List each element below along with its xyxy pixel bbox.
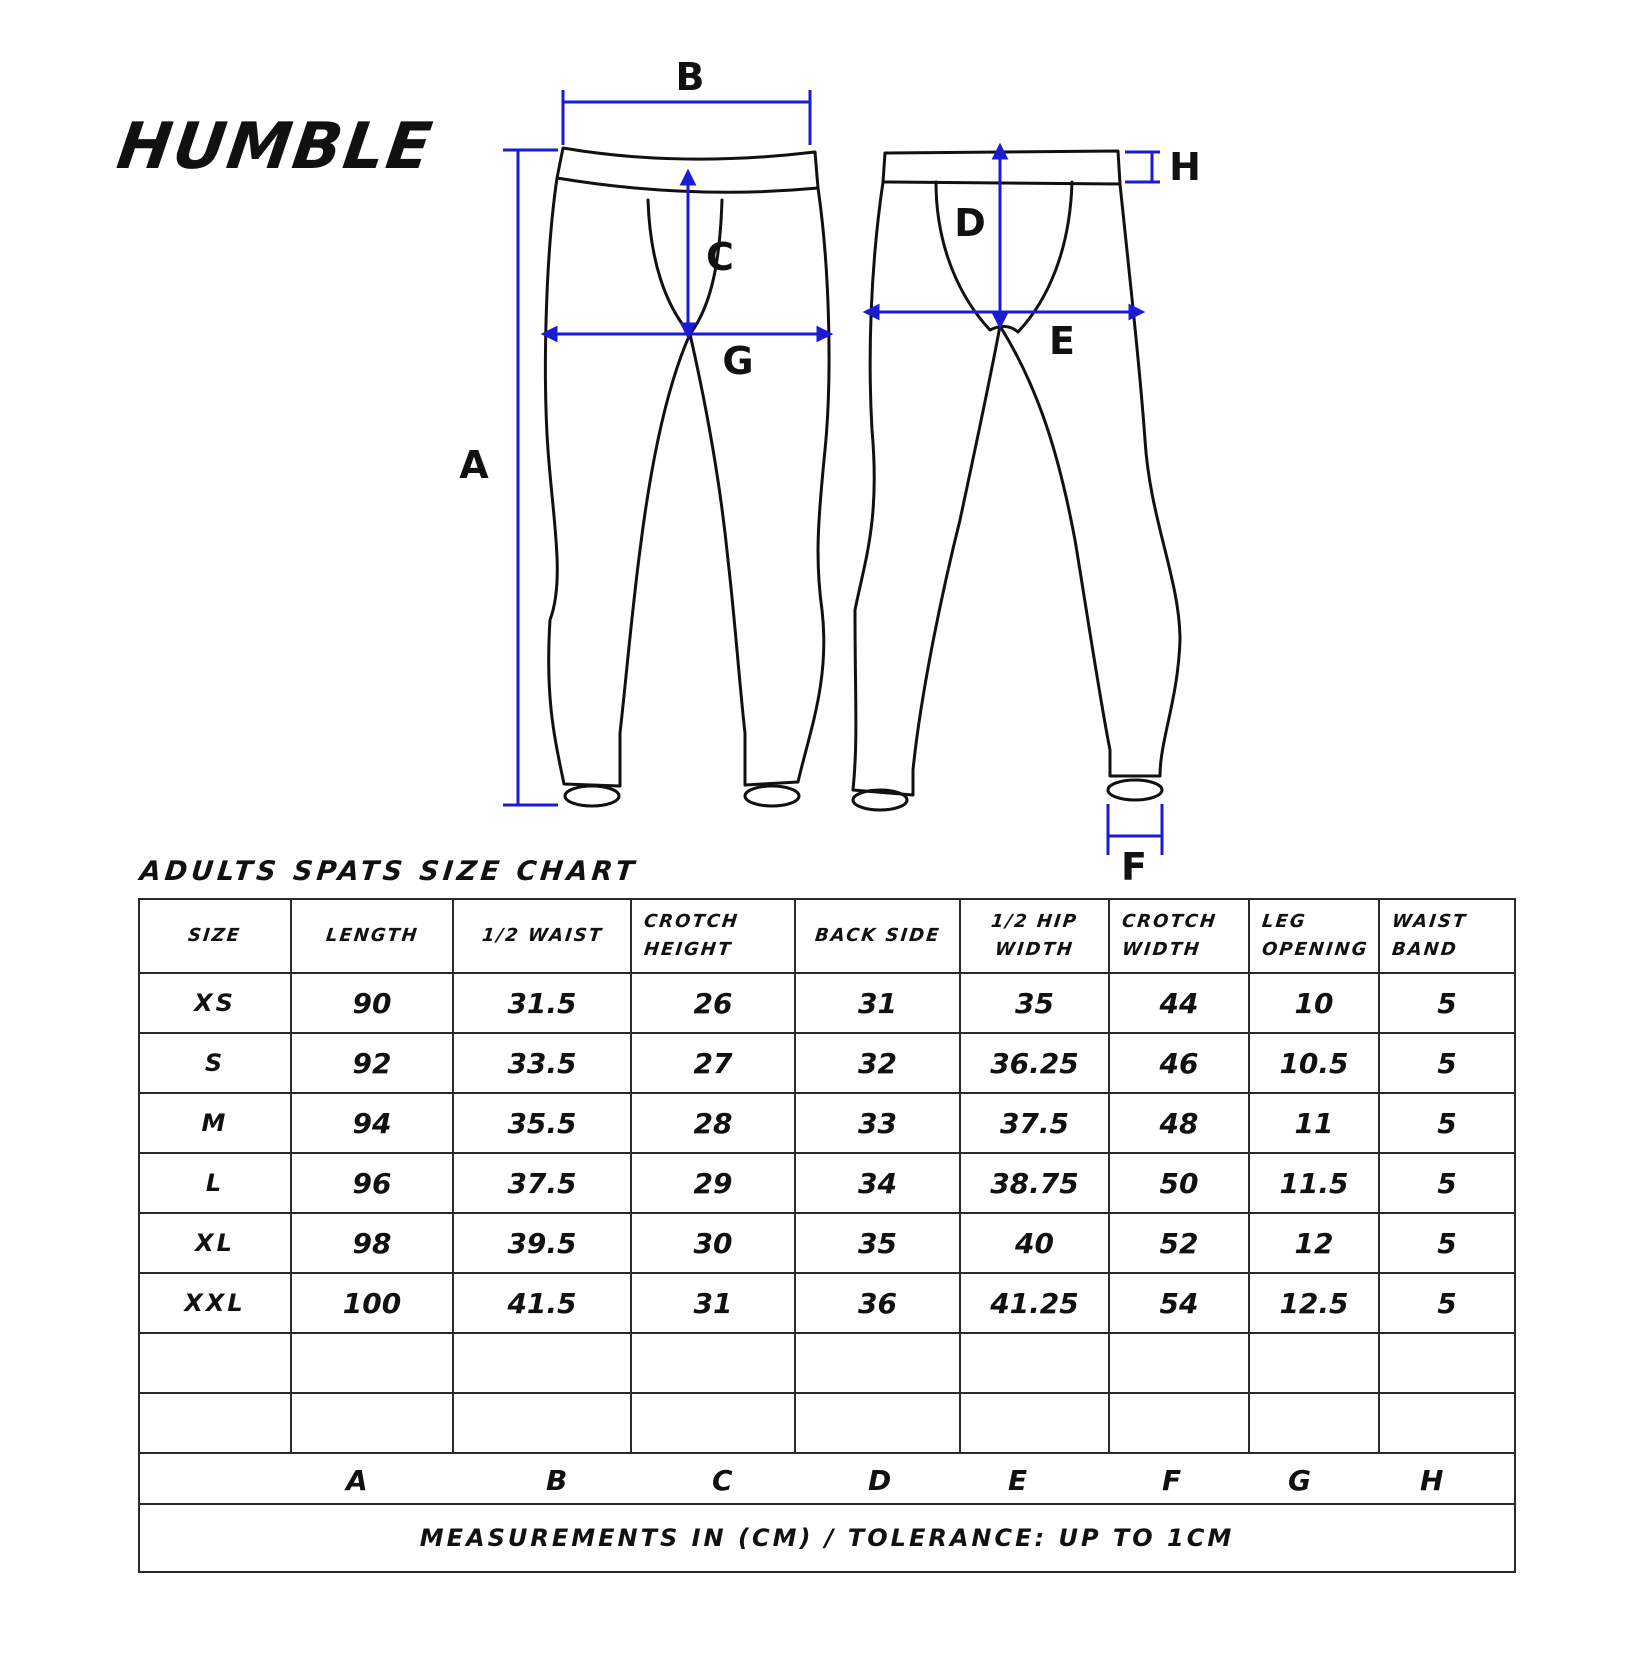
- half-hip-cell: 40: [960, 1213, 1109, 1273]
- label-E: E: [1049, 319, 1075, 363]
- key-letter: F: [1162, 1464, 1182, 1497]
- half-hip-cell: 37.5: [960, 1093, 1109, 1153]
- header-back-side: BACK SIDE: [795, 899, 960, 973]
- crotch-width-cell: 50: [1109, 1153, 1249, 1213]
- crotch-width-cell: 52: [1109, 1213, 1249, 1273]
- chart-title: ADULTS SPATS SIZE CHART: [138, 856, 640, 887]
- crotch-height-cell: 30: [631, 1213, 795, 1273]
- header-crotch-width: CROTCH WIDTH: [1109, 899, 1249, 973]
- leg-opening-cell: 11: [1249, 1093, 1379, 1153]
- leg-opening-cell: 11.5: [1249, 1153, 1379, 1213]
- half-waist-cell: 35.5: [453, 1093, 631, 1153]
- size-cell: S: [139, 1033, 291, 1093]
- table-row: [139, 1033, 1515, 1093]
- back-view-outline: [853, 151, 1180, 810]
- half-hip-cell: 36.25: [960, 1033, 1109, 1093]
- leg-opening-cell: 12: [1249, 1213, 1379, 1273]
- leg-opening-cell: 10.5: [1249, 1033, 1379, 1093]
- header-length: LENGTH: [291, 899, 453, 973]
- brand-logo: HUMBLE: [112, 110, 438, 184]
- label-C: C: [706, 235, 734, 279]
- back-side-cell: 31: [795, 973, 960, 1033]
- back-side-cell: 34: [795, 1153, 960, 1213]
- crotch-width-cell: 54: [1109, 1273, 1249, 1333]
- waist-band-cell: 5: [1379, 1213, 1515, 1273]
- crotch-height-cell: 28: [631, 1093, 795, 1153]
- key-letter: B: [546, 1464, 568, 1497]
- crotch-height-cell: 27: [631, 1033, 795, 1093]
- waist-band-cell: 5: [1379, 973, 1515, 1033]
- key-letter: H: [1420, 1464, 1444, 1497]
- label-H: H: [1169, 145, 1201, 189]
- table-row: [139, 1093, 1515, 1153]
- table-row: [139, 1153, 1515, 1213]
- half-waist-cell: 41.5: [453, 1273, 631, 1333]
- half-waist-cell: 33.5: [453, 1033, 631, 1093]
- empty-row: [139, 1393, 1515, 1453]
- label-B: B: [675, 55, 705, 99]
- size-cell: XL: [139, 1213, 291, 1273]
- header-crotch-height: CROTCH HEIGHT: [631, 899, 795, 973]
- crotch-height-cell: 26: [631, 973, 795, 1033]
- empty-row: [139, 1333, 1515, 1393]
- waist-band-cell: 5: [1379, 1153, 1515, 1213]
- measurement-key-row: [139, 1453, 1515, 1504]
- length-cell: 96: [291, 1153, 453, 1213]
- header-waist-band: WAIST BAND: [1379, 899, 1515, 973]
- measure-lines: [503, 90, 1162, 855]
- size-cell: XS: [139, 973, 291, 1033]
- length-cell: 94: [291, 1093, 453, 1153]
- length-cell: 90: [291, 973, 453, 1033]
- half-waist-cell: 37.5: [453, 1153, 631, 1213]
- half-hip-cell: 41.25: [960, 1273, 1109, 1333]
- table-row: [139, 1213, 1515, 1273]
- size-cell: M: [139, 1093, 291, 1153]
- half-hip-cell: 35: [960, 973, 1109, 1033]
- label-D: D: [954, 201, 986, 245]
- label-G: G: [722, 339, 754, 383]
- back-side-cell: 33: [795, 1093, 960, 1153]
- waist-band-cell: 5: [1379, 1033, 1515, 1093]
- header-leg-opening: LEG OPENING: [1249, 899, 1379, 973]
- size-cell: XXL: [139, 1273, 291, 1333]
- crotch-width-cell: 46: [1109, 1033, 1249, 1093]
- key-letter: A: [346, 1464, 368, 1497]
- back-side-cell: 32: [795, 1033, 960, 1093]
- key-letter: D: [868, 1464, 892, 1497]
- leg-opening-cell: 12.5: [1249, 1273, 1379, 1333]
- length-cell: 92: [291, 1033, 453, 1093]
- half-waist-cell: 31.5: [453, 973, 631, 1033]
- leg-opening-cell: 10: [1249, 973, 1379, 1033]
- key-letter: C: [712, 1464, 733, 1497]
- back-side-cell: 35: [795, 1213, 960, 1273]
- length-cell: 98: [291, 1213, 453, 1273]
- waist-band-cell: 5: [1379, 1273, 1515, 1333]
- table-header-row: [139, 899, 1515, 973]
- measurement-note-row: [139, 1504, 1515, 1572]
- label-A: A: [459, 443, 489, 487]
- crotch-width-cell: 44: [1109, 973, 1249, 1033]
- length-cell: 100: [291, 1273, 453, 1333]
- header-half-hip-width: 1/2 HIP WIDTH: [960, 899, 1109, 973]
- size-cell: L: [139, 1153, 291, 1213]
- crotch-height-cell: 31: [631, 1273, 795, 1333]
- measurement-note: MEASUREMENTS IN (CM) / TOLERANCE: UP TO 1CM: [139, 1504, 1515, 1572]
- table-row: [139, 1273, 1515, 1333]
- back-side-cell: 36: [795, 1273, 960, 1333]
- table-row: [139, 973, 1515, 1033]
- crotch-width-cell: 48: [1109, 1093, 1249, 1153]
- key-letter: G: [1288, 1464, 1311, 1497]
- header-size: SIZE: [139, 899, 291, 973]
- waist-band-cell: 5: [1379, 1093, 1515, 1153]
- header-half-waist: 1/2 WAIST: [453, 899, 631, 973]
- size-table: [138, 898, 1516, 1573]
- label-F: F: [1121, 845, 1147, 880]
- crotch-height-cell: 29: [631, 1153, 795, 1213]
- half-waist-cell: 39.5: [453, 1213, 631, 1273]
- half-hip-cell: 38.75: [960, 1153, 1109, 1213]
- key-letter: E: [1008, 1464, 1028, 1497]
